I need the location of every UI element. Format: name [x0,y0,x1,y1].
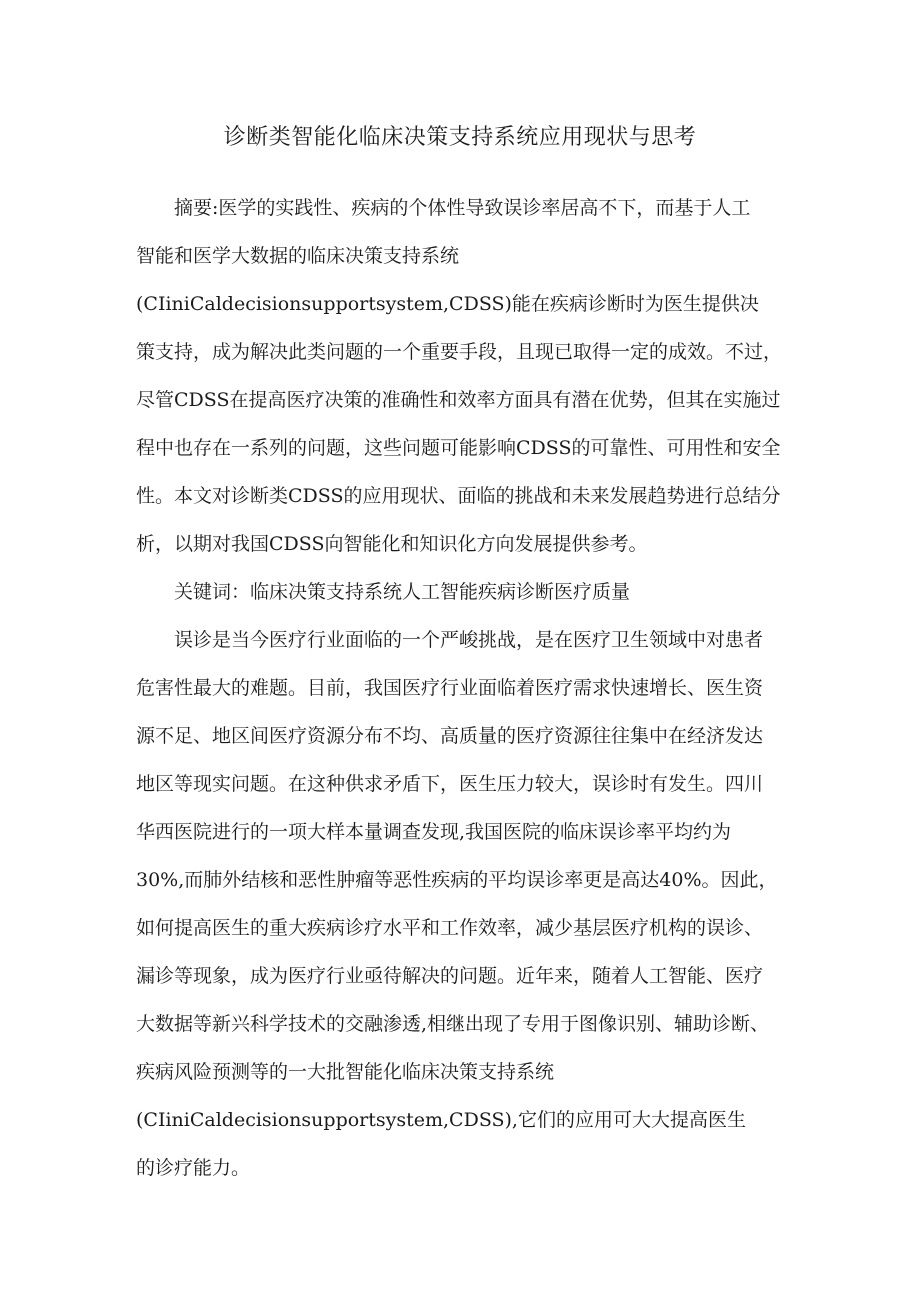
abstract-line: 智能和医学大数据的临床决策支持系统 [136,245,460,267]
paragraph-line: 地区等现实问题。在这种供求矛盾下，医生压力较大，误诊时有发生。四川 [136,773,764,795]
paragraph-line: 漏诊等现象，成为医疗行业亟待解决的问题。近年来，随着人工智能、医疗 [136,965,764,987]
abstract-line: 程中也存在一系列的问题，这些问题可能影响CDSS的可靠性、可用性和安全 [136,437,781,459]
document-title: 诊断类智能化临床决策支持系统应用现状与思考 [223,125,697,150]
abstract-line: 摘要:医学的实践性、疾病的个体性导致误诊率居高不下，而基于人工 [174,197,751,219]
abstract-line: 析，以期对我国CDSS向智能化和知识化方向发展提供参考。 [136,533,648,555]
paragraph-line: 危害性最大的难题。目前，我国医疗行业面临着医疗需求快速增长、医生资 [136,677,764,699]
paragraph-line: 误诊是当今医疗行业面临的一个严峻挑战，是在医疗卫生领域中对患者 [174,629,764,651]
paragraph-line: 大数据等新兴科学技术的交融渗透,相继出现了专用于图像识别、辅助诊断、 [136,1013,770,1035]
paragraph-line: 的诊疗能力。 [136,1157,251,1179]
abstract-line: 性。本文对诊断类CDSS的应用现状、面临的挑战和未来发展趋势进行总结分 [136,485,781,507]
abstract-line: (CIiniCaldecisionsupportsystem,CDSS)能在疾病诊断时为医生提供决 [136,293,759,315]
paragraph-line: 源不足、地区间医疗资源分布不均、高质量的医疗资源往往集中在经济发达 [136,725,764,747]
paragraph-line: 疾病风险预测等的一大批智能化临床决策支持系统 [136,1061,555,1083]
abstract-line: 策支持，成为解决此类问题的一个重要手段，且现已取得一定的成效。不过， [136,341,783,363]
paragraph-line: (CIiniCaldecisionsupportsystem,CDSS),它们的应用可大大提高医生 [136,1109,746,1131]
paragraph-line: 华西医院进行的一项大样本量调查发现,我国医院的临床误诊率平均约为 [136,821,732,843]
keywords-line: 关键词：临床决策支持系统人工智能疾病诊断医疗质量 [174,581,631,603]
paragraph-line: 如何提高医生的重大疾病诊疗水平和工作效率，减少基层医疗机构的误诊、 [136,917,764,939]
abstract-line: 尽管CDSS在提高医疗决策的准确性和效率方面具有潜在优势，但其在实施过 [136,389,781,411]
paragraph-line: 30%,而肺外结核和恶性肿瘤等恶性疾病的平均误诊率更是高达40%。因此， [136,869,778,891]
document-body [136,184,796,1192]
